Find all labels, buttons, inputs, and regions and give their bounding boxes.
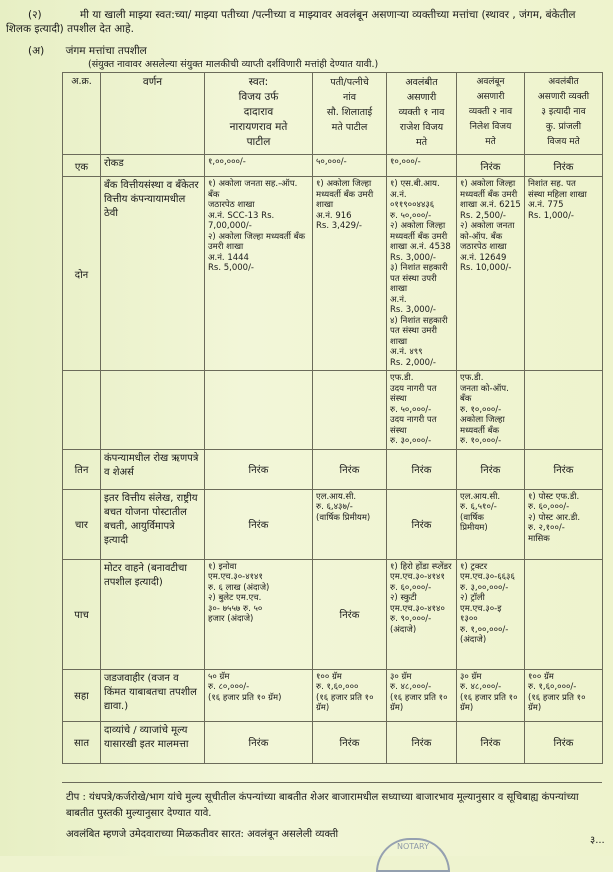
- section-heading: [28, 44, 147, 58]
- para-text-continued: शिलक इत्यादी) तपशील देत आहे.: [6, 23, 134, 35]
- cell-dependent-1: १) एस.बी.आय. अ.नं. ०११९००४४३६ रु. ५०,०००/- २) अकोला जिल्हा मध्यवर्ती बॅंक उमरी शाखा अ.नं. 4538 Rs. 3,000/- ३) निशांत सहकारी पत संस्था उपरी शाखा अ.नं. Rs. 3,000/- ४) निशांत सहकारी पत संस्था उमरी शाखा अ.नं. ४९९ Rs. 2,000/-: [387, 177, 457, 371]
- section-title: जंगम मत्तांचा तपशील: [65, 45, 147, 57]
- intro-paragraph: [6, 8, 603, 36]
- cell-self: [205, 371, 313, 450]
- cell-dependent-1: ३० ग्रॅम रु. ४८,०००/- (१६ हजार प्रति १० ग्रॅम): [387, 669, 457, 721]
- cell-dependent-2: एल.आय.सी. रु. ६,५१०/- (वार्षिक प्रिमीयम): [457, 489, 525, 559]
- cell-dependent-3: [525, 559, 603, 669]
- header-dependent-2: अवलंबून असणारी व्यक्ती २ नाव निलेश विजय मते: [457, 73, 525, 155]
- cell-dependent-3: [525, 371, 603, 450]
- table-row: [63, 155, 603, 177]
- cell-dependent-2: ३० ग्रॅम रु. ४८,०००/- (१६ हजार प्रति १० ग्रॅम): [457, 669, 525, 721]
- cell-dependent-3: १) पोस्ट एफ.डी. रु. ६०,०००/- २) पोस्ट आर.डी. रु. २,१००/- मासिक: [525, 489, 603, 559]
- section-note: (संयुक्त नावावर असलेल्या संयुक्त मालकीची व्याप्ती दर्शविणारी मत्तांही देण्यात यावी.): [88, 59, 379, 70]
- table-bottom-rule: [62, 782, 602, 783]
- cell-dependent-3: १०० ग्रॅम रु. १,६०,०००/- (१६ हजार प्रति १० ग्रॅम): [525, 669, 603, 721]
- cell-dependent-1: निरंक: [387, 449, 457, 489]
- row-description: [101, 371, 205, 450]
- table-row: [63, 449, 603, 489]
- table-row: [63, 669, 603, 721]
- row-description: इतर वित्तीय संलेख, राष्ट्रीय बचत योजना पोस्टातील बचती, आयुर्विमापत्रे इत्यादी: [101, 489, 205, 559]
- cell-dependent-3: निरंक: [525, 721, 603, 763]
- table-header-row: [63, 73, 603, 155]
- cell-self: १,००,०००/-: [205, 155, 313, 177]
- cell-self: ५० ग्रॅम रु. ८०,०००/- (१६ हजार प्रति १० ग्रॅम): [205, 669, 313, 721]
- cell-dependent-3: निरंक: [525, 155, 603, 177]
- cell-dependent-3: निरंक: [525, 449, 603, 489]
- table-row: [63, 177, 603, 371]
- table-row: [63, 721, 603, 763]
- table-row: [63, 559, 603, 669]
- cell-dependent-3: निशांत सह. पत संस्था महिला शाखा अ.नं. 775 Rs. 1,000/-: [525, 177, 603, 371]
- cell-spouse: ५०,०००/-: [313, 155, 387, 177]
- row-description: मोटर वाहने (बनावटीचा तपशील इत्यादी): [101, 559, 205, 669]
- cell-dependent-2: १) अकोला जिल्हा मध्यवर्ती बॅंक उमरी शाखा अ.नं. 6215 Rs. 2,500/- २) अकोला जनता को-ऑप. बॅंक जठारपेठ शाखा अ.नं. 12649 Rs. 10,000/-: [457, 177, 525, 371]
- row-serial: सात: [63, 721, 101, 763]
- row-serial: पाच: [63, 559, 101, 669]
- cell-dependent-2: निरंक: [457, 721, 525, 763]
- page-number: ३...: [590, 835, 605, 846]
- cell-self: निरंक: [205, 489, 313, 559]
- cell-dependent-1: निरंक: [387, 489, 457, 559]
- table-row: [63, 371, 603, 450]
- cell-self: १) अकोला जनता सह.-ऑप. बॅंक जठारपेठ शाखा अ.नं. SCC-13 Rs. 7,00,000/- २) अकोला जिल्हा मध्यवर्ती बॅंक उमरी शाखा अ.नं. 1444 Rs. 5,000/-: [205, 177, 313, 371]
- row-description: रोकड: [101, 155, 205, 177]
- cell-self: निरंक: [205, 449, 313, 489]
- para-number: (२): [28, 9, 42, 21]
- para-text: मी या खाली माझ्या स्वत:च्या/ माझ्या पतीच्या /पत्नीच्या व माझ्यावर अवलंबून असणाऱ्या व्यक्तीच्या मत्तांचा (स्थावर , जंगम, बंकेतील: [80, 9, 576, 21]
- cell-dependent-1: निरंक: [387, 721, 457, 763]
- dependent-definition: अवलंबित म्हणजे उमेदवाराच्या मिळकतीवर सारत: अवलंबून असलेली व्यक्ती: [66, 829, 339, 840]
- cell-dependent-2: एफ.डी. जनता को-ऑप. बॅंक रु. १०,०००/- अकोला जिल्हा मध्यवर्ती बॅंक रु. १०,०००/-: [457, 371, 525, 450]
- row-serial: [63, 371, 101, 450]
- cell-spouse: निरंक: [313, 449, 387, 489]
- cell-dependent-2: निरंक: [457, 449, 525, 489]
- header-self: स्वत: विजय उर्फ दादाराव नारायणराव मते पाटील: [205, 73, 313, 155]
- cell-self: १) इनोवा एम.एच.३०-४१४१ रु. ६ लाख (अंदाजे) २) बुलेट एम.एच. ३०- ७५५७ रु. ५० हजार (अंदाजे): [205, 559, 313, 669]
- cell-dependent-1: १) हिरो होंडा स्प्लेंडर एम.एच.३०-४१४१ रु. ६०,०००/- २) स्कुटी एम.एच.३०-४१४० रु. ९०,०००/- (अंदाजे): [387, 559, 457, 669]
- section-label: (अ): [28, 45, 45, 57]
- cell-spouse: १) अकोला जिल्हा मध्यवर्ती बॅंक उमरी शाखा अ.नं. 916 Rs. 3,429/-: [313, 177, 387, 371]
- cell-spouse: १०० ग्रॅम रु. १,६०,००० (१६ हजार प्रति १० ग्रॅम): [313, 669, 387, 721]
- footnote: टीप : यंधपत्रे/कर्जरोखे/भाग यांचे मुल्य सूचीतील कंपन्यांच्या बाबतीत शेअर बाजारामधील सध्याच्या बाजारभाव मूल्यानुसार व सूचिबाह्य कंपन्यांच्या बाबतीत पुस्तकी मुल्यानुसार देण्यात यावे.: [66, 792, 579, 819]
- row-serial: चार: [63, 489, 101, 559]
- header-dependent-1: अवलंबीत असणारी व्यक्ती १ नाव राजेश विजय मते: [387, 73, 457, 155]
- row-serial: सहा: [63, 669, 101, 721]
- cell-spouse: निरंक: [313, 559, 387, 669]
- row-description: जडजवाहीर (वजन व किंमत याबाबतचा तपशील द्यावा.): [101, 669, 205, 721]
- row-description: बॅंक वित्तीयसंस्था व बॅंकेतर वित्तीय कंपन्यायामधील ठेवी: [101, 177, 205, 371]
- cell-dependent-1: एफ.डी. उदय नागरी पत संस्था रु. ५०,०००/- उदय नागरी पत संस्था रु. ३०,०००/-: [387, 371, 457, 450]
- row-serial: एक: [63, 155, 101, 177]
- cell-dependent-2: १) ट्रक्टर एम.एच.३०-६६३६ रु. ३,००,०००/- २) ट्रॉली एम.एच.३०-इ १३०० रु. १,००,०००/- (अंदाजे): [457, 559, 525, 669]
- row-serial: दोन: [63, 177, 101, 371]
- row-serial: तिन: [63, 449, 101, 489]
- header-spouse: पती/पत्नीचे नांव सौ. शिलाताई मते पाटील: [313, 73, 387, 155]
- cell-spouse: एल.आय.सी. रु. ६,४३७/- (वार्षिक प्रिमीयम): [313, 489, 387, 559]
- header-dependent-3: अवलंबीत असणारी व्यक्ती ३ इत्यादी नाव कु. प्रांजली विजय मते: [525, 73, 603, 155]
- row-description: दाव्यांचे / व्याजांचे मूल्य यासारखी इतर मालमत्ता: [101, 721, 205, 763]
- movable-assets-table: [62, 72, 603, 764]
- cell-dependent-1: १०,०००/-: [387, 155, 457, 177]
- cell-spouse: निरंक: [313, 721, 387, 763]
- row-description: कंपन्यामधील रोख ऋणपत्रे व शेअर्स: [101, 449, 205, 489]
- cell-spouse: [313, 371, 387, 450]
- stamp-text: NOTARY: [397, 842, 429, 851]
- cell-dependent-2: निरंक: [457, 155, 525, 177]
- header-serial: अ.क्र.: [63, 73, 101, 155]
- table-row: [63, 489, 603, 559]
- header-description: वर्णन: [101, 73, 205, 155]
- cell-self: निरंक: [205, 721, 313, 763]
